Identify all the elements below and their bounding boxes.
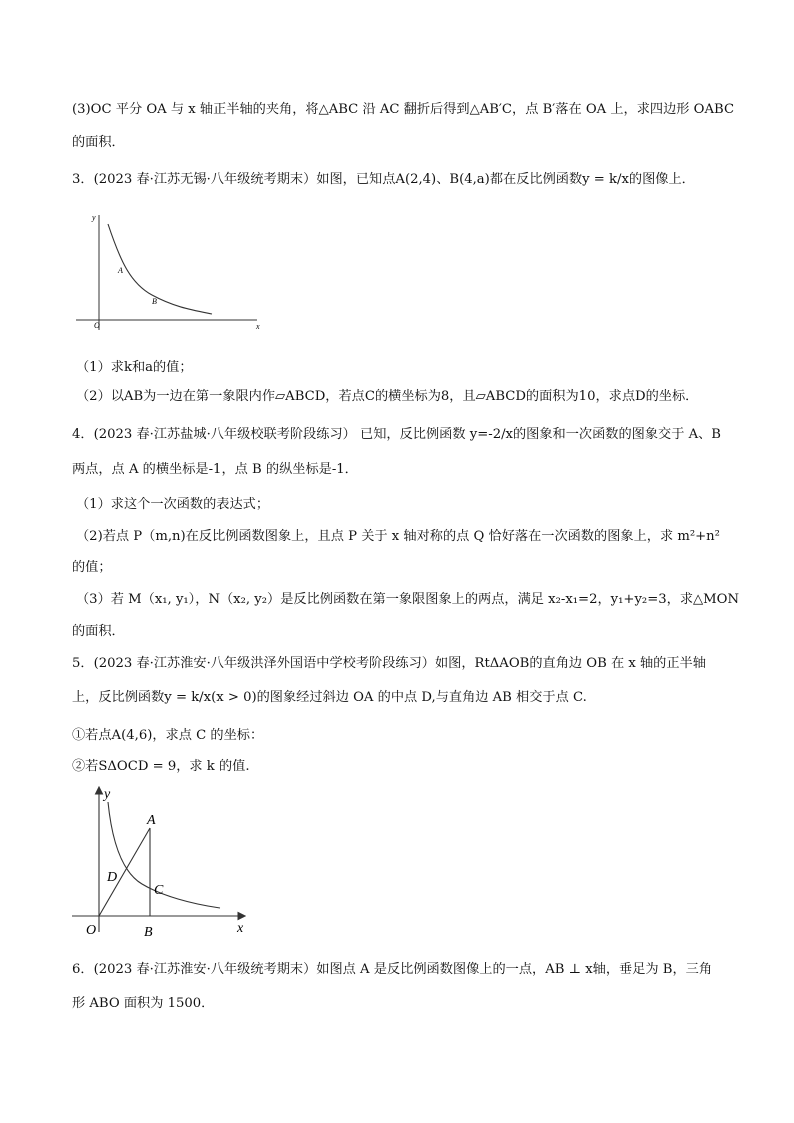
text-line-q3-part1: （1）求k和a的值； bbox=[76, 360, 193, 375]
figure2-point-d-label: D bbox=[107, 870, 118, 885]
text-line-q3-part2: （2）以AB为一边在第一象限内作▱ABCD，若点C的横坐标为8，且▱ABCD的面积为10，求点D的坐标． bbox=[76, 389, 699, 404]
text-line-q2-3b: 的面积． bbox=[72, 135, 125, 150]
text-line-q6-title: 6．(2023 春·江苏淮安·八年级统考期末）如图点 A 是反比例函数图像上的一点，AB ⊥ x轴，垂足为 B，三角 bbox=[72, 962, 713, 977]
figure-hyperbola-ab bbox=[72, 205, 272, 335]
figure1-x-label: x bbox=[256, 322, 260, 331]
text-line-q3-title: 3．(2023 春·江苏无锡·八年级统考期末）如图，已知点A(2,4)、B(4,a)都在反比例函数y = k/x的图像上． bbox=[72, 172, 695, 187]
figure1-point-b-label: B bbox=[152, 297, 157, 306]
figure2-point-c-label: C bbox=[154, 883, 164, 898]
figure2-x-label: x bbox=[237, 921, 244, 936]
figure-right-triangle-aob bbox=[72, 782, 262, 942]
text-line-q5-part2: ②若SΔOCD = 9，求 k 的值. bbox=[72, 759, 250, 774]
text-line-q4-part2: （2)若点 P（m,n)在反比例函数图象上，且点 P 关于 x 轴对称的点 Q 恰好落在一次函数的图象上，求 m²+n² bbox=[76, 529, 720, 544]
figure1-point-a-label: A bbox=[118, 266, 123, 275]
text-line-q4-part3: （3）若 M（x₁, y₁），N（x₂, y₂）是反比例函数在第一象限图象上的两点，满足 x₂-x₁=2，y₁+y₂=3，求△MON bbox=[76, 592, 740, 607]
text-line-q5-title-b: 上，反比例函数y = k/x(x > 0)的图象经过斜边 OA 的中点 D,与直角边 AB 相交于点 C. bbox=[72, 690, 587, 705]
text-line-q4-title: 4．(2023 春·江苏盐城·八年级校联考阶段练习） 已知，反比例函数 y=-2/x的图象和一次函数的图象交于 A、B bbox=[72, 427, 721, 442]
text-line-q4-title-b: 两点，点 A 的横坐标是-1，点 B 的纵坐标是-1． bbox=[72, 462, 358, 477]
figure2-point-a-label: A bbox=[147, 813, 156, 828]
text-line-q5-part1: ①若点A(4,6)，求点 C 的坐标： bbox=[72, 728, 264, 743]
text-line-q4-part1: （1）求这个一次函数的表达式； bbox=[76, 497, 270, 512]
figure1-origin-label: O bbox=[94, 321, 100, 330]
text-line-q5-title: 5．(2023 春·江苏淮安·八年级洪泽外国语中学校考阶段练习）如图，RtΔAOB的直角边 OB 在 x 轴的正半轴 bbox=[72, 656, 706, 671]
figure2-point-b-label: B bbox=[144, 925, 153, 940]
figure2-origin-label: O bbox=[86, 923, 97, 938]
figure1-y-label: y bbox=[92, 213, 96, 222]
text-line-q2-3a: (3)OC 平分 OA 与 x 轴正半轴的夹角，将△ABC 沿 AC 翻折后得到△AB′C，点 B′落在 OA 上，求四边形 OABC bbox=[72, 102, 735, 117]
text-line-q4-part2-b: 的值； bbox=[72, 560, 112, 575]
figure2-y-label: y bbox=[104, 787, 111, 802]
text-line-q6-title-b: 形 ABO 面积为 1500． bbox=[72, 996, 215, 1011]
text-line-q4-part3-b: 的面积． bbox=[72, 624, 125, 639]
